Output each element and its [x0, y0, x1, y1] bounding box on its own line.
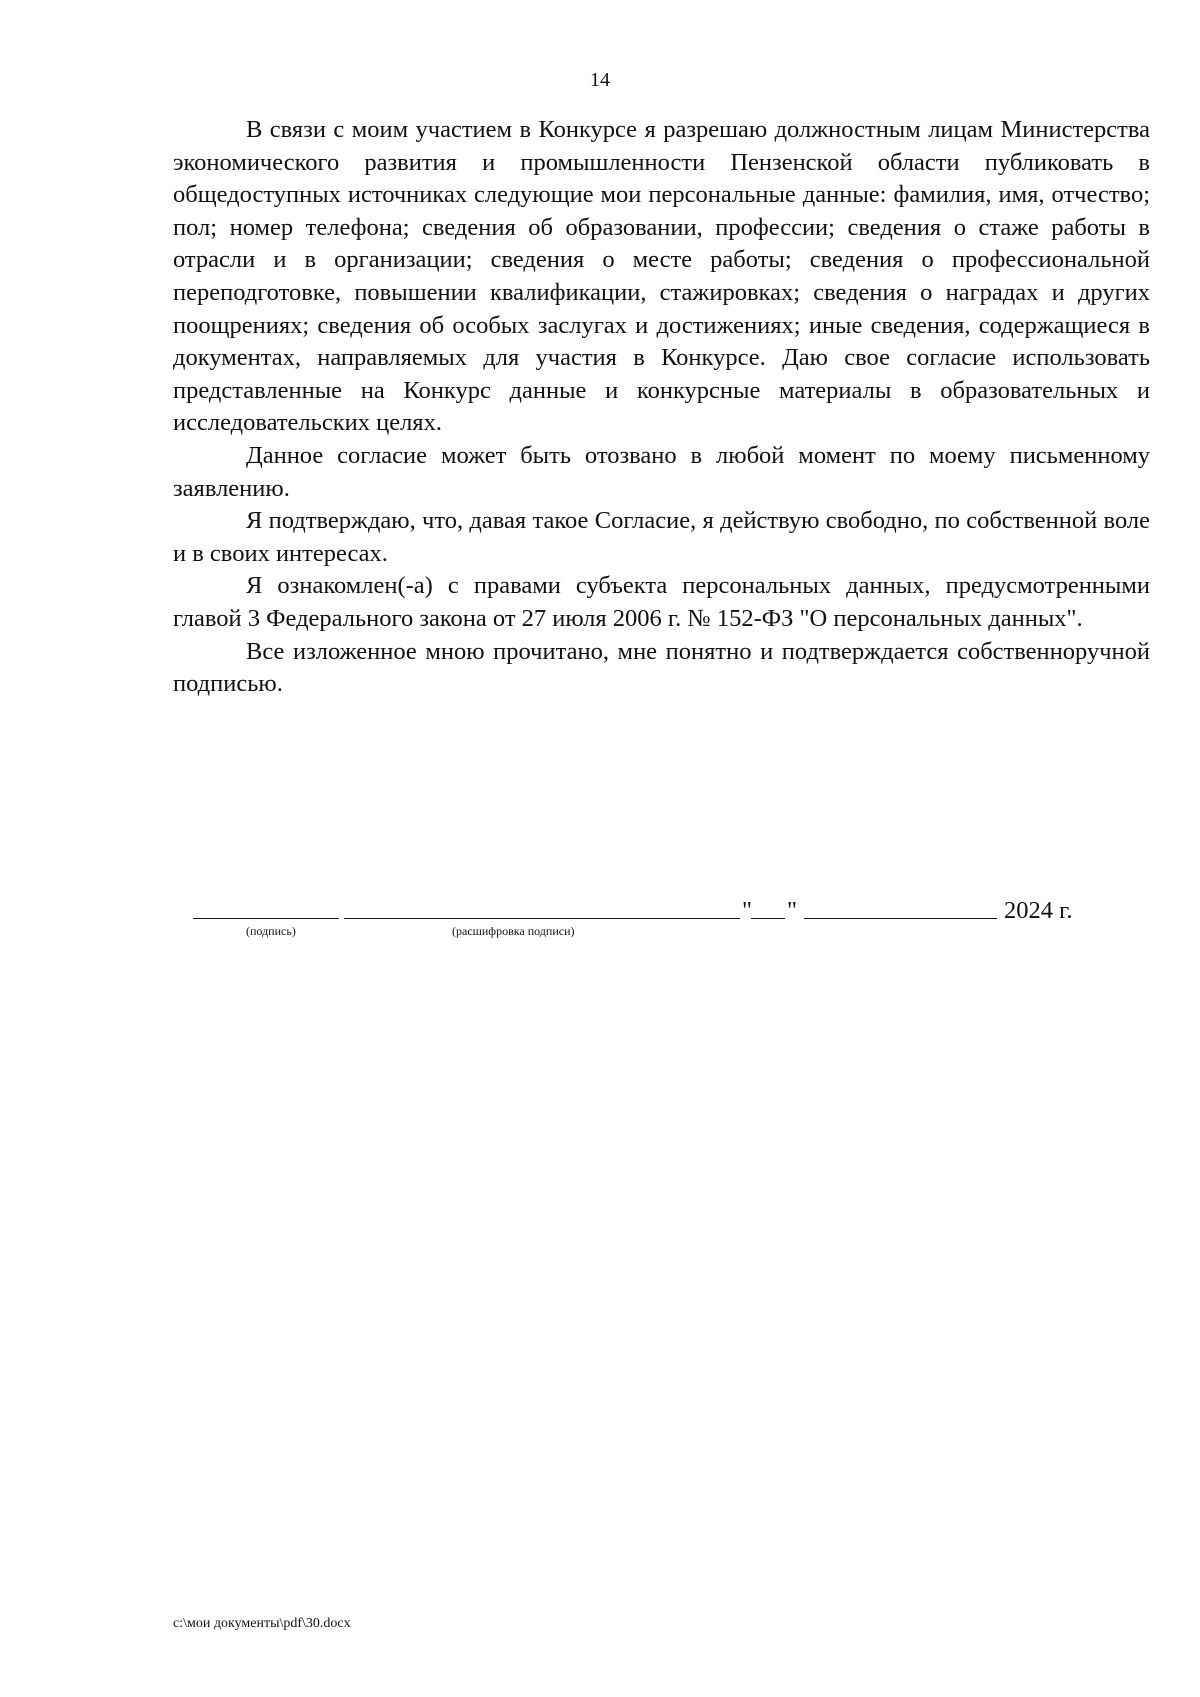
signature-decoding-caption: (расшифровка подписи)	[452, 924, 575, 938]
date-quote-open: "	[742, 896, 753, 924]
paragraph-revocation: Данное согласие может быть отозвано в любой момент по моему письменному заявлению.	[173, 441, 1150, 502]
paragraph-rights-acknowledgement: Я ознакомлен(-а) с правами субъекта персональных данных, предусмотренными главой 3 Федерального закона от 27 июля 2006 г. № 152-ФЗ "О персональных данных".	[173, 572, 1150, 632]
paragraph-confirmation: Все изложенное мною прочитано, мне понятно и подтверждается собственноручной подписью.	[173, 637, 1150, 698]
signature-decoding-line	[344, 918, 740, 919]
page-number: 14	[590, 69, 610, 91]
month-line	[804, 918, 997, 919]
date-quote-close: "	[787, 896, 798, 924]
signature-row	[193, 893, 1093, 923]
footer-file-path: c:\мои документы\pdf\30.docx	[173, 1616, 351, 1631]
signature-caption: (подпись)	[246, 924, 296, 938]
paragraph-consent-publication: В связи с моим участием в Конкурсе я разрешаю должностным лицам Министерства экономического развития и промышленности Пензенской области публиковать в общедоступных источниках следующие мои персональные данные: фамилия, имя, отчество; пол; номер телефона; сведения об образовании, профессии; сведения о стаже работы в отрасли и в организации; сведения о месте работы; сведения о профессиональной переподготовке, повышении квалификации, стажировках; сведения о наградах и других поощрениях; сведения об особых заслугах и достижениях; иные сведения, содержащиеся в документах, направляемых для участия в Конкурсе. Даю свое согласие использовать представленные на Конкурс данные и конкурсные материалы в образовательных и исследовательских целях.	[173, 116, 1150, 437]
signature-line	[193, 918, 339, 919]
paragraph-free-will: Я подтверждаю, что, давая такое Согласие, я действую свободно, по собственной воле и в своих интересах.	[173, 507, 1150, 567]
day-line	[751, 918, 785, 919]
consent-text	[173, 114, 1150, 701]
signature-year: 2024 г.	[1004, 896, 1073, 924]
